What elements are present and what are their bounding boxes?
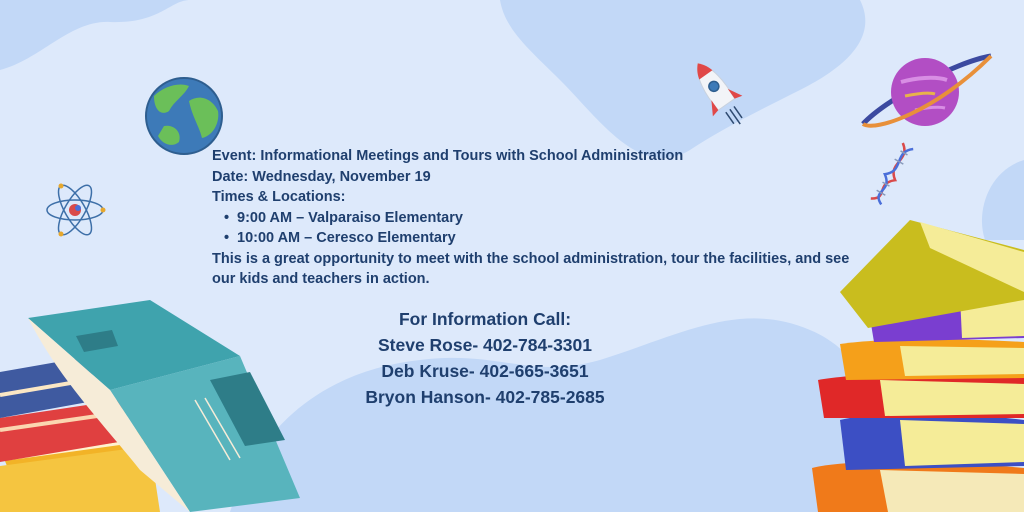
list-item: • 10:00 AM – Ceresco Elementary	[224, 230, 456, 246]
event-title-line: Event: Informational Meetings and Tours with School Administration	[212, 148, 684, 164]
contact-deb-kruse: Deb Kruse- 402-665-3651	[381, 361, 589, 381]
planet-icon	[863, 56, 991, 126]
atom-icon	[47, 181, 106, 239]
book-stack-left-icon	[0, 300, 300, 512]
contact-heading: For Information Call:	[398, 309, 572, 329]
event-date-line: Date: Wednesday, November 19	[212, 168, 431, 185]
dna-icon	[871, 143, 913, 204]
list-item: • 9:00 AM – Valparaiso Elementary	[224, 209, 463, 226]
contact-steve-rose: Steve Rose- 402-784-3301	[377, 335, 593, 355]
earth-icon	[146, 78, 222, 154]
location-item-2: 10:00 AM – Ceresco Elementary	[237, 230, 456, 246]
locations-list	[212, 208, 852, 249]
times-heading: Times & Locations:	[212, 189, 346, 205]
event-description: This is a great opportunity to meet with the school administration, tour the facilities, and see our kids and teachers in action.	[212, 250, 850, 287]
event-details	[212, 146, 852, 290]
location-item-1: 9:00 AM – Valparaiso Elementary	[237, 209, 463, 226]
contact-bryon-hanson: Bryon Hanson- 402-785-2685	[365, 387, 605, 407]
contact-section	[300, 306, 670, 410]
